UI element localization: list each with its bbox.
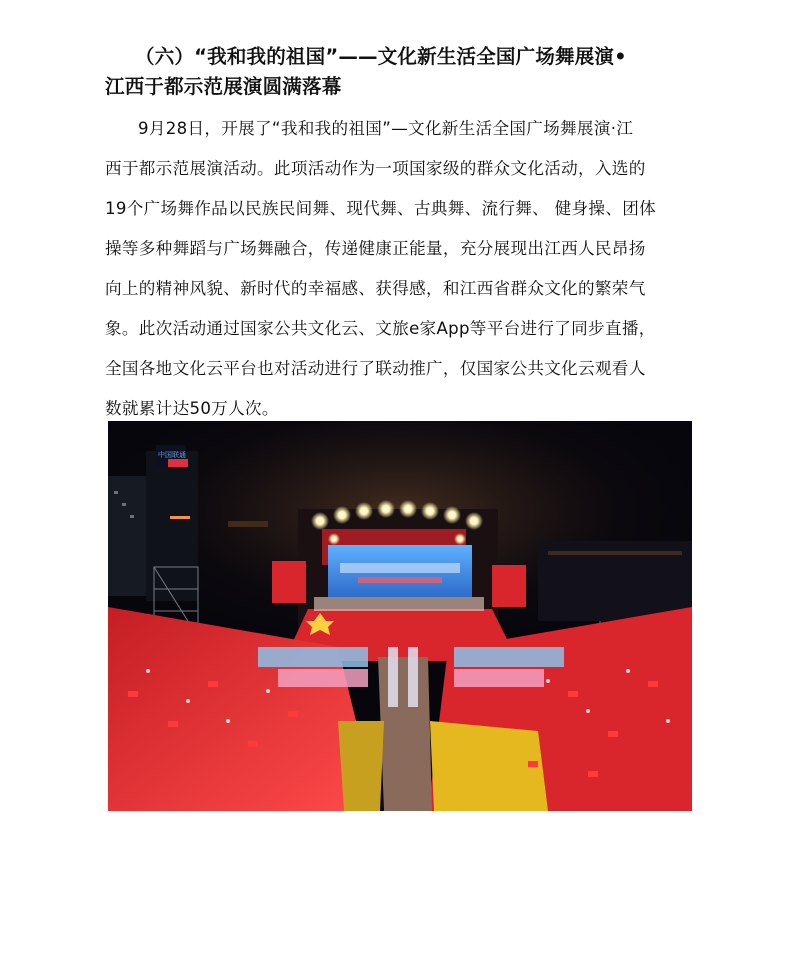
heading-line-2: 江西于都示范展演圆满落幕 xyxy=(105,75,342,98)
paragraph-line: 象。此次活动通过国家公共文化云、文旅e家App等平台进行了同步直播， xyxy=(105,319,656,338)
paragraph-line: 向上的精神风貌、新时代的幸福感、获得感，和江西省群众文化的繁荣气 xyxy=(105,279,646,298)
section-heading xyxy=(105,42,695,102)
paragraph-line: 西于都示范展演活动。此项活动作为一项国家级的群众文化活动，入选的 xyxy=(105,159,646,178)
heading-line-1: （六）“我和我的祖国”——文化新生活全国广场舞展演• xyxy=(135,45,627,68)
event-photo xyxy=(108,421,692,811)
paragraph-line: 全国各地文化云平台也对活动进行了联动推广，仅国家公共文化云观看人 xyxy=(105,359,646,378)
paragraph-line: 数就累计达50万人次。 xyxy=(105,399,279,418)
event-photo-illustration xyxy=(108,421,692,811)
rooftop-sign: 中国联通 xyxy=(158,451,186,459)
paragraph-line: 操等多种舞蹈与广场舞融合，传递健康正能量，充分展现出江西人民昂扬 xyxy=(105,239,646,258)
body-paragraph xyxy=(105,109,687,429)
paragraph-line: 19个广场舞作品以民族民间舞、现代舞、古典舞、流行舞、 健身操、团体 xyxy=(105,199,656,218)
paragraph-line: 9月28日，开展了“我和我的祖国”—文化新生活全国广场舞展演·江 xyxy=(138,119,634,138)
